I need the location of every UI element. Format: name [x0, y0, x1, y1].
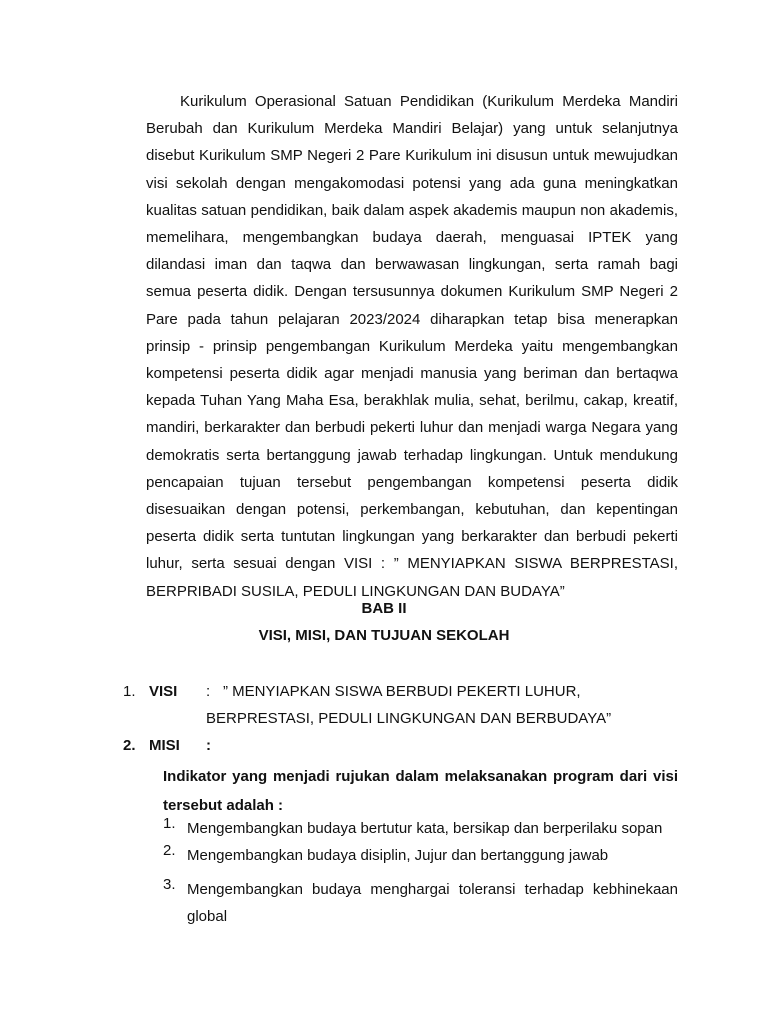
- visi-label: VISI: [149, 683, 178, 700]
- visi-statement-line1: ” MENYIAPKAN SISWA BERBUDI PEKERTI LUHUR,: [223, 683, 581, 700]
- misi-label: MISI: [149, 737, 180, 754]
- intro-paragraph: Kurikulum Operasional Satuan Pendidikan (Kurikulum Merdeka Mandiri Berubah dan Kurikulum Merdeka Mandiri Belajar) yang untuk selanjutnya disebut Kurikulum SMP Negeri 2 Pare Kurikulum ini disusun untuk mewujudkan visi sekolah dengan mengakomodasi potensi yang ada guna meningkatkan kualitas satuan pendidikan, baik dalam aspek akademis maupun non akademis, memelihara, mengembangkan budaya daerah, menguasai IPTEK yang dilandasi iman dan taqwa dan berwawasan lingkungan, serta ramah bagi semua peserta didik. Dengan tersusunnya dokumen Kurikulum SMP Negeri 2 Pare pada tahun pelajaran 2023/2024 diharapkan tetap bisa menerapkan prinsip - prinsip pengembangan Kurikulum Merdeka yaitu mengembangkan kompetensi peserta didik agar menjadi manusia yang beriman dan bertaqwa kepada Tuhan Yang Maha Esa, berakhlak mulia, sehat, berilmu, cakap, kreatif, mandiri, berkarakter dan berbudi pekerti luhur dan menjadi warga Negara yang demokratis serta bertanggung jawab terhadap lingkungan. Untuk mendukung pencapaian tujuan tersebut pengembangan kompetensi peserta didik disesuaikan dengan potensi, perkembangan, kebutuhan, dan kepentingan peserta didik serta tuntutan lingkungan yang berkarakter dan berbudi pekerti luhur, serta sesuai dengan VISI : ” MENYIAPKAN SISWA BERPRESTASI, BERPRIBADI SUSILA, PEDULI LINGKUNGAN DAN BUDAYA”: [146, 93, 678, 600]
- misi-item-text: Mengembangkan budaya menghargai toleransi terhadap kebhinekaan global: [187, 881, 678, 925]
- misi-item-text: Mengembangkan budaya bertutur kata, bersikap dan berperilaku sopan: [187, 820, 663, 837]
- misi-item-text: Mengembangkan budaya disiplin, Jujur dan bertanggung jawab: [187, 847, 609, 864]
- visi-statement-line2: BERPRESTASI, PEDULI LINGKUNGAN DAN BERBUDAYA”: [206, 710, 612, 727]
- visi-number: 1.: [123, 683, 136, 700]
- misi-item-number: 3.: [163, 876, 176, 893]
- misi-indicator-text: Indikator yang menjadi rujukan dalam melaksanakan program dari visi tersebut adalah :: [163, 768, 678, 814]
- visi-colon: :: [206, 683, 211, 700]
- misi-colon: :: [206, 737, 211, 754]
- misi-number: 2.: [123, 737, 136, 754]
- chapter-title: VISI, MISI, DAN TUJUAN SEKOLAH: [258, 627, 510, 644]
- chapter-label: BAB II: [361, 600, 407, 617]
- misi-item-number: 1.: [163, 815, 176, 832]
- misi-item-number: 2.: [163, 842, 176, 859]
